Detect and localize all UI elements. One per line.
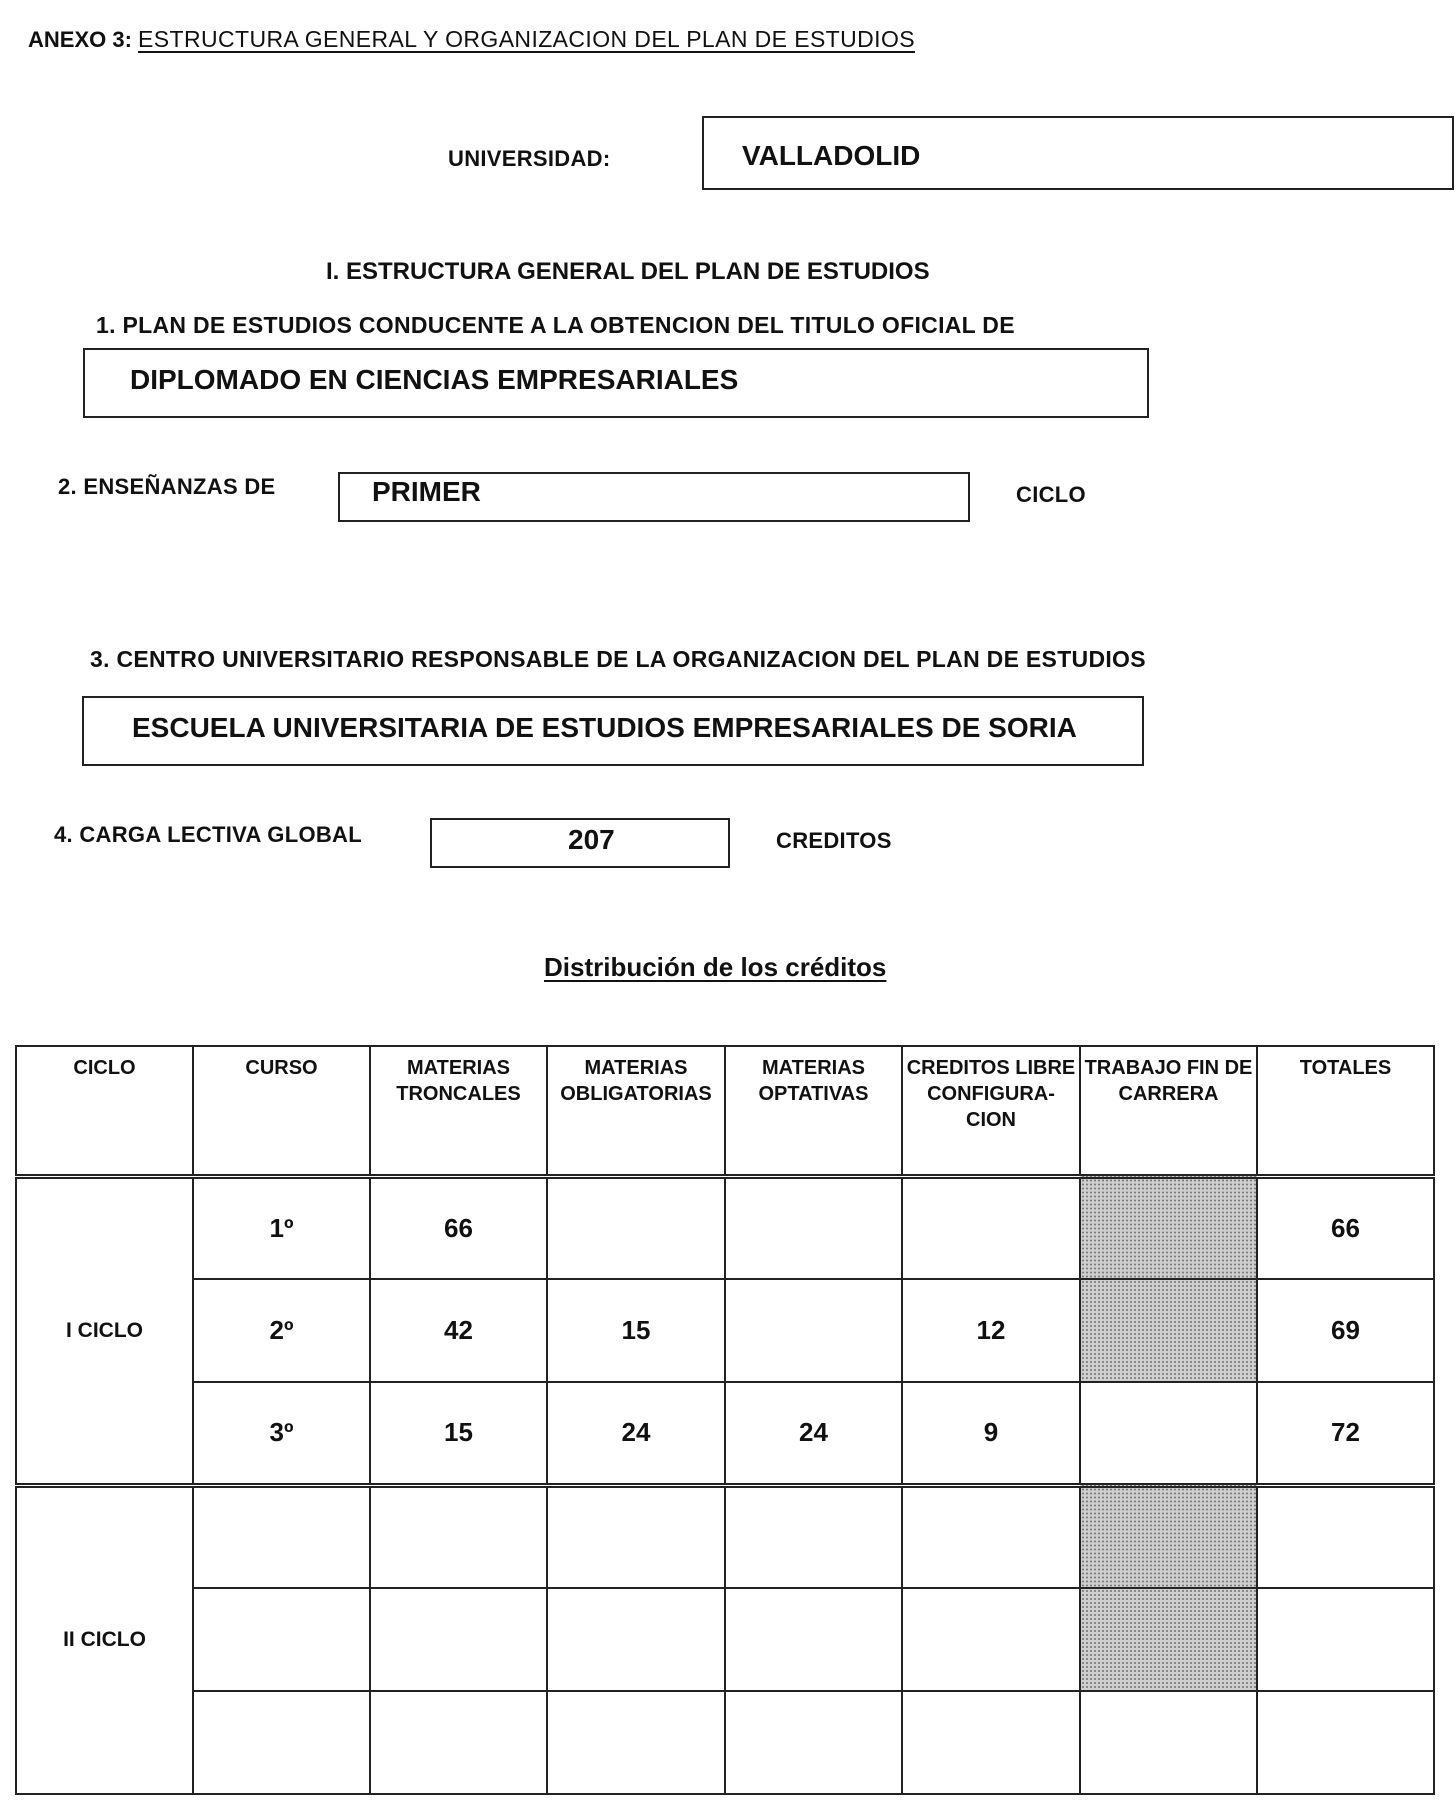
trabajo-cell-shaded <box>1080 1176 1257 1279</box>
table-row <box>16 1382 1434 1485</box>
center-value: ESCUELA UNIVERSITARIA DE ESTUDIOS EMPRESARIALES DE SORIA <box>132 712 1077 743</box>
libre-cell <box>902 1485 1080 1588</box>
libre-cell <box>902 1176 1080 1279</box>
cycle-cell: II CICLO <box>16 1485 193 1794</box>
curso-cell: 2º <box>193 1279 370 1382</box>
cycle-suffix: CICLO <box>1016 482 1086 507</box>
totales-cell <box>1257 1588 1434 1691</box>
obligatorias-cell <box>547 1588 725 1691</box>
header-curso: CURSO <box>193 1046 370 1176</box>
header-optativas: MATERIAS OPTATIVAS <box>725 1046 902 1176</box>
optativas-cell <box>725 1485 902 1588</box>
credits-suffix: CREDITOS <box>776 828 892 853</box>
curso-cell: 3º <box>193 1382 370 1485</box>
trabajo-cell-shaded <box>1080 1279 1257 1382</box>
annex-prefix: ANEXO 3: <box>28 27 132 52</box>
troncales-cell <box>370 1485 547 1588</box>
header-trabajo-fin: TRABAJO FIN DE CARRERA <box>1080 1046 1257 1176</box>
libre-cell <box>902 1588 1080 1691</box>
degree-label: 1. PLAN DE ESTUDIOS CONDUCENTE A LA OBTENCION DEL TITULO OFICIAL DE <box>96 312 1015 338</box>
optativas-cell <box>725 1176 902 1279</box>
table-header-row <box>16 1046 1434 1176</box>
libre-cell: 12 <box>902 1279 1080 1382</box>
section-title: I. ESTRUCTURA GENERAL DEL PLAN DE ESTUDIOS <box>326 258 930 285</box>
curso-cell <box>193 1588 370 1691</box>
table-row <box>16 1485 1434 1588</box>
header-obligatorias: MATERIAS OBLIGATORIAS <box>547 1046 725 1176</box>
trabajo-cell-shaded <box>1080 1588 1257 1691</box>
totales-cell: 69 <box>1257 1279 1434 1382</box>
troncales-cell <box>370 1691 547 1794</box>
credits-label: 4. CARGA LECTIVA GLOBAL <box>54 822 362 847</box>
degree-value: DIPLOMADO EN CIENCIAS EMPRESARIALES <box>130 364 739 395</box>
cycle-value: PRIMER <box>372 476 481 507</box>
table-row <box>16 1691 1434 1794</box>
obligatorias-cell <box>547 1176 725 1279</box>
credits-value: 207 <box>568 824 615 855</box>
optativas-cell <box>725 1691 902 1794</box>
cycle-cell: I CICLO <box>16 1176 193 1485</box>
obligatorias-cell <box>547 1485 725 1588</box>
table-row <box>16 1176 1434 1279</box>
troncales-cell: 42 <box>370 1279 547 1382</box>
totales-cell <box>1257 1485 1434 1588</box>
optativas-cell <box>725 1279 902 1382</box>
header-ciclo: CICLO <box>16 1046 193 1176</box>
obligatorias-cell: 24 <box>547 1382 725 1485</box>
totales-cell: 72 <box>1257 1382 1434 1485</box>
credits-distribution-table <box>15 1045 1435 1795</box>
university-value: VALLADOLID <box>742 140 921 171</box>
annex-header <box>28 26 915 53</box>
trabajo-cell <box>1080 1382 1257 1485</box>
totales-cell <box>1257 1691 1434 1794</box>
distribution-title: Distribución de los créditos <box>544 952 887 982</box>
annex-title: ESTRUCTURA GENERAL Y ORGANIZACION DEL PLAN DE ESTUDIOS <box>138 26 915 52</box>
troncales-cell: 66 <box>370 1176 547 1279</box>
curso-cell <box>193 1691 370 1794</box>
header-libre-configuracion: CREDITOS LIBRE CONFIGURA-CION <box>902 1046 1080 1176</box>
troncales-cell: 15 <box>370 1382 547 1485</box>
optativas-cell <box>725 1588 902 1691</box>
university-label: UNIVERSIDAD: <box>448 146 611 171</box>
center-label: 3. CENTRO UNIVERSITARIO RESPONSABLE DE LA ORGANIZACION DEL PLAN DE ESTUDIOS <box>90 646 1146 672</box>
obligatorias-cell: 15 <box>547 1279 725 1382</box>
cycle-label: 2. ENSEÑANZAS DE <box>58 474 276 499</box>
libre-cell <box>902 1691 1080 1794</box>
totales-cell: 66 <box>1257 1176 1434 1279</box>
libre-cell: 9 <box>902 1382 1080 1485</box>
header-totales: TOTALES <box>1257 1046 1434 1176</box>
header-troncales: MATERIAS TRONCALES <box>370 1046 547 1176</box>
trabajo-cell-shaded <box>1080 1485 1257 1588</box>
curso-cell: 1º <box>193 1176 370 1279</box>
trabajo-cell <box>1080 1691 1257 1794</box>
curso-cell <box>193 1485 370 1588</box>
obligatorias-cell <box>547 1691 725 1794</box>
troncales-cell <box>370 1588 547 1691</box>
table-row <box>16 1588 1434 1691</box>
table-row <box>16 1279 1434 1382</box>
optativas-cell: 24 <box>725 1382 902 1485</box>
